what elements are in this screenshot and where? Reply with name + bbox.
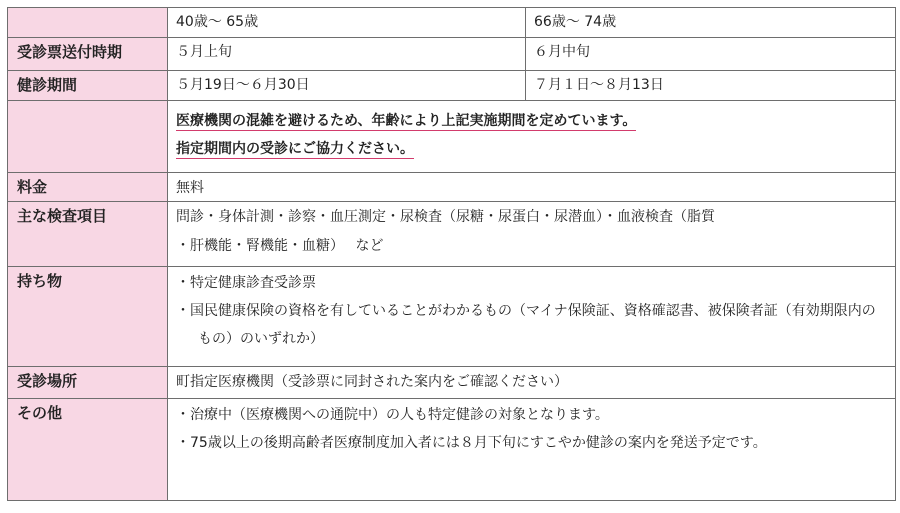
belongings-bullet-1: ・特定健康診査受診票 — [176, 275, 316, 291]
send-period-1: ５月上旬 — [168, 38, 526, 71]
exam-period-1: ５月19日～６月30日 — [168, 71, 526, 101]
send-period-row — [8, 38, 896, 71]
age-range-2: 66歳～ 74歳 — [526, 8, 896, 38]
other-bullet-1: ・治療中（医療機関への通院中）の人も特定健診の対象となります。 — [176, 407, 609, 423]
items-label: 主な検査項目 — [8, 202, 168, 267]
other-bullet-2: ・75歳以上の後期高齢者医療制度加入者には８月下旬にすこやか健診の案内を発送予定です。 — [176, 435, 767, 451]
age-range-1: 40歳～ 65歳 — [168, 8, 526, 38]
other-label: その他 — [8, 399, 168, 501]
send-period-label: 受診票送付時期 — [8, 38, 168, 71]
notice-line-2: 指定期間内の受診にご協力ください。 — [176, 141, 414, 157]
notice-row — [8, 101, 896, 173]
exam-period-2: ７月１日～８月13日 — [526, 71, 896, 101]
send-period-2: ６月中旬 — [526, 38, 896, 71]
place-row — [8, 367, 896, 399]
belongings-label: 持ち物 — [8, 267, 168, 367]
notice-line-1: 医療機関の混雑を避けるため、年齢により上記実施期間を定めています。 — [176, 113, 637, 129]
fee-row — [8, 173, 896, 202]
other-cell — [168, 399, 896, 501]
fee-value: 無料 — [168, 173, 896, 202]
notice-cell — [168, 101, 896, 173]
age-header-row — [8, 8, 896, 38]
items-line-1: 問診・身体計測・診察・血圧測定・尿検査（尿糖・尿蛋白・尿潜血）・血液検査（脂質 — [176, 209, 715, 225]
belongings-cell — [168, 267, 896, 367]
fee-label: 料金 — [8, 173, 168, 202]
exam-period-label: 健診期間 — [8, 71, 168, 101]
items-line-2: ・肝機能・腎機能・血糖） など — [176, 238, 384, 254]
exam-period-row — [8, 71, 896, 101]
place-label: 受診場所 — [8, 367, 168, 399]
blank-notice-label — [8, 101, 168, 173]
items-cell — [168, 202, 896, 267]
belongings-row — [8, 267, 896, 367]
other-row — [8, 399, 896, 501]
belongings-bullet-2: ・国民健康保険の資格を有していることがわかるもの（マイナ保険証、資格確認書、被保険者証（有効期限内のもの）のいずれか） — [176, 303, 876, 347]
health-checkup-table — [7, 7, 896, 501]
place-value: 町指定医療機関（受診票に同封された案内をご確認ください） — [168, 367, 896, 399]
blank-header-cell — [8, 8, 168, 38]
items-row — [8, 202, 896, 267]
